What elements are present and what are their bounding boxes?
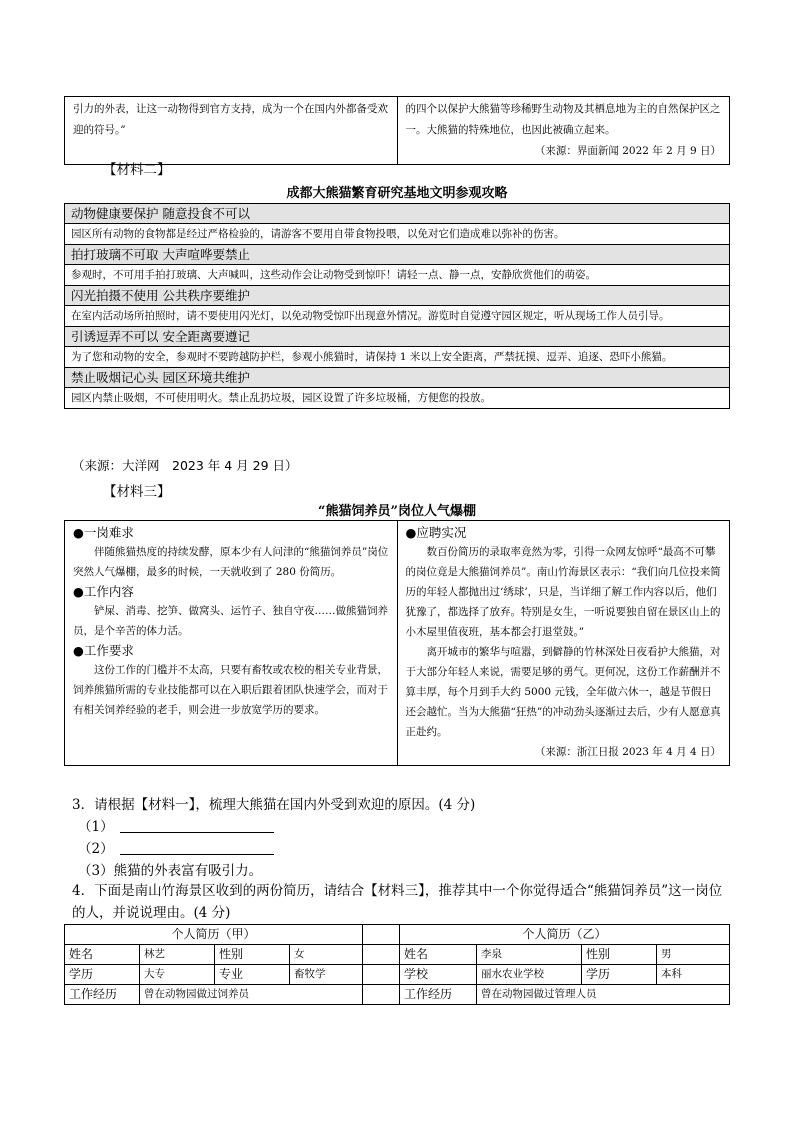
- job-article-table: [64, 520, 730, 766]
- resume-b-name: 李泉: [477, 945, 582, 965]
- resume-gap: [363, 965, 400, 985]
- section-heading: ●应聘实况: [405, 525, 467, 540]
- section-heading: ●工作要求: [73, 643, 134, 658]
- question-3: 3．请根据【材料一】，梳理大熊猫在国内外受到欢迎的原因。(4 分): [72, 797, 476, 813]
- resume-a-gender: 女: [290, 945, 363, 965]
- resume-b-exp: 曾在动物园做过管理人员: [477, 985, 730, 1005]
- resume-a-edu-label: 学历: [65, 965, 140, 985]
- resume-a-major-label: 专业: [215, 965, 290, 985]
- resume-b-school: 丽水农业学校: [477, 965, 582, 985]
- guide-body: 园区内禁止吸烟，不可使用明火。禁止乱扔垃圾，园区设置了许多垃圾桶，方便您的投放。: [65, 388, 730, 409]
- material1-right-cell: [397, 97, 730, 165]
- guide-heading: 闪光拍摄不使用 公共秩序要维护: [65, 286, 730, 306]
- material1-left-cell: 引力的外表，让这一动物得到官方支持，成为一个在国内外都备受欢迎的符号。”: [65, 97, 398, 165]
- material2-label: 【材料二】: [103, 162, 171, 178]
- answer-blank[interactable]: [120, 840, 274, 855]
- section-paragraph: 数百份简历的录取率竟然为零，引得一众网友惊呼“最高不可攀的岗位竟是大熊猫饲养员”。南山竹海景区表示：“我们向几位投来简历的年轻人都抛出过‘绣球’，只是，当详细了解工作内容以后，他们犹豫了，都选择了放弃。特别是女生，一听说要独自留在景区山上的小木屋里值夜班，基本都会打退堂鼓。”: [405, 546, 721, 638]
- resume-a-caption: 个人简历（甲）: [65, 925, 363, 945]
- material2-title: 成都大熊猫繁育研究基地文明参观攻略: [286, 186, 508, 201]
- guide-body: 参观时，不可用手拍打玻璃、大声喊叫，这些动作会让动物受到惊吓！请轻一点、静一点，安静欣赏他们的萌姿。: [65, 265, 730, 286]
- resume-b-caption: 个人简历（乙）: [400, 925, 730, 945]
- resume-b-gender: 男: [657, 945, 730, 965]
- section-paragraph: 这份工作的门槛并不太高，只要有畜牧或农校的相关专业背景，饲养熊猫所需的专业技能都可以在入职后跟着团队快速学会，而对于有相关饲养经验的老手，则会进一步放宽学历的要求。: [73, 664, 388, 716]
- section-paragraph: 铲屎、消毒、挖笋、做窝头、运竹子、独自守夜……做熊猫饲养员，是个辛苦的体力活。: [73, 605, 388, 637]
- material1-table: [64, 96, 730, 165]
- guide-body: 为了您和动物的安全，参观时不要跨越防护栏，参观小熊猫时，请保持 1 米以上安全距离，严禁抚摸、逗弄、追逐、恐吓小熊猫。: [65, 347, 730, 368]
- guide-body: 园区所有动物的食物都是经过严格检验的，请游客不要用自带食物投喂，以免对它们造成难以弥补的伤害。: [65, 224, 730, 245]
- answer-blank[interactable]: [120, 818, 274, 833]
- resume-gap: [363, 985, 400, 1005]
- resume-gap: [363, 945, 400, 965]
- resume-b-gender-label: 性别: [582, 945, 657, 965]
- resume-a-major: 畜牧学: [290, 965, 363, 985]
- resume-b-name-label: 姓名: [400, 945, 477, 965]
- material3-title: “熊猫饲养员”岗位人气爆棚: [318, 504, 476, 519]
- resume-a-name: 林艺: [140, 945, 215, 965]
- resume-table: [64, 924, 730, 1005]
- question-4: 4．下面是南山竹海景区收到的两份简历，请结合【材料三】，推荐其中一个你觉得适合“熊猫饲养员”这一岗位的人，并说说理由。(4 分): [72, 883, 723, 921]
- material3-label: 【材料三】: [103, 484, 171, 500]
- answer-line-3: （3）熊猫的外表富有吸引力。: [78, 863, 263, 879]
- resume-a-name-label: 姓名: [65, 945, 140, 965]
- resume-b-edu-label: 学历: [582, 965, 657, 985]
- material1-right-text: 的四个以保护大熊猫等珍稀野生动物及其栖息地为主的自然保护区之一。大熊猫的特殊地位，也因此被确立起来。: [405, 103, 721, 136]
- guide-heading: 拍打玻璃不可取 大声喧哗要禁止: [65, 245, 730, 265]
- resume-b-edu: 本科: [657, 965, 730, 985]
- resume-a-exp-label: 工作经历: [65, 985, 140, 1005]
- guide-heading: 禁止吸烟记心头 园区环境共维护: [65, 368, 730, 388]
- job-right-column: [397, 521, 730, 766]
- answer-line-2: [78, 838, 274, 860]
- resume-b-exp-label: 工作经历: [400, 985, 477, 1005]
- guide-heading: 引诱逗弄不可以 安全距离要遵记: [65, 327, 730, 347]
- answer-line-1: [78, 816, 274, 838]
- section-paragraph: 伴随熊猫热度的持续发酵，原本少有人问津的“熊猫饲养员”岗位突然人气爆棚，最多的时候，一天就收到了 280 份简历。: [73, 546, 389, 578]
- answer-label: （2）: [78, 841, 114, 857]
- answer-label: （1）: [78, 819, 114, 835]
- section-heading: ●一岗难求: [73, 525, 134, 540]
- section-heading: ●工作内容: [73, 584, 134, 599]
- material2-source: （来源：大洋网 2023 年 4 月 29 日）: [72, 458, 298, 473]
- guide-heading: 动物健康要保护 随意投食不可以: [65, 204, 730, 224]
- resume-gap: [363, 925, 400, 945]
- resume-a-edu: 大专: [140, 965, 215, 985]
- material3-source: （来源：浙江日报 2023 年 4 月 4 日）: [534, 746, 721, 758]
- visit-guide-table: [64, 203, 730, 409]
- job-left-column: [65, 521, 398, 766]
- material1-source: （来源：界面新闻 2022 年 2 月 9 日）: [534, 145, 721, 157]
- guide-body: 在室内活动场所拍照时，请不要使用闪光灯，以免动物受惊吓出现意外情况。游览时自觉遵守园区规定，听从现场工作人员引导。: [65, 306, 730, 327]
- resume-b-school-label: 学校: [400, 965, 477, 985]
- section-paragraph: 离开城市的繁华与喧嚣，到僻静的竹林深处日夜看护大熊猫，对于大部分年轻人来说，需要足够的勇气。更何况，这份工作薪酬并不算丰厚，每个月到手大约 5000 元钱，全年做六休一，越是节假日还会越忙。当为大熊猫“狂热”的冲动劲头逐渐过去后，少有人愿意真正赴约。: [405, 646, 721, 738]
- resume-a-exp: 曾在动物园做过饲养员: [140, 985, 363, 1005]
- resume-a-gender-label: 性别: [215, 945, 290, 965]
